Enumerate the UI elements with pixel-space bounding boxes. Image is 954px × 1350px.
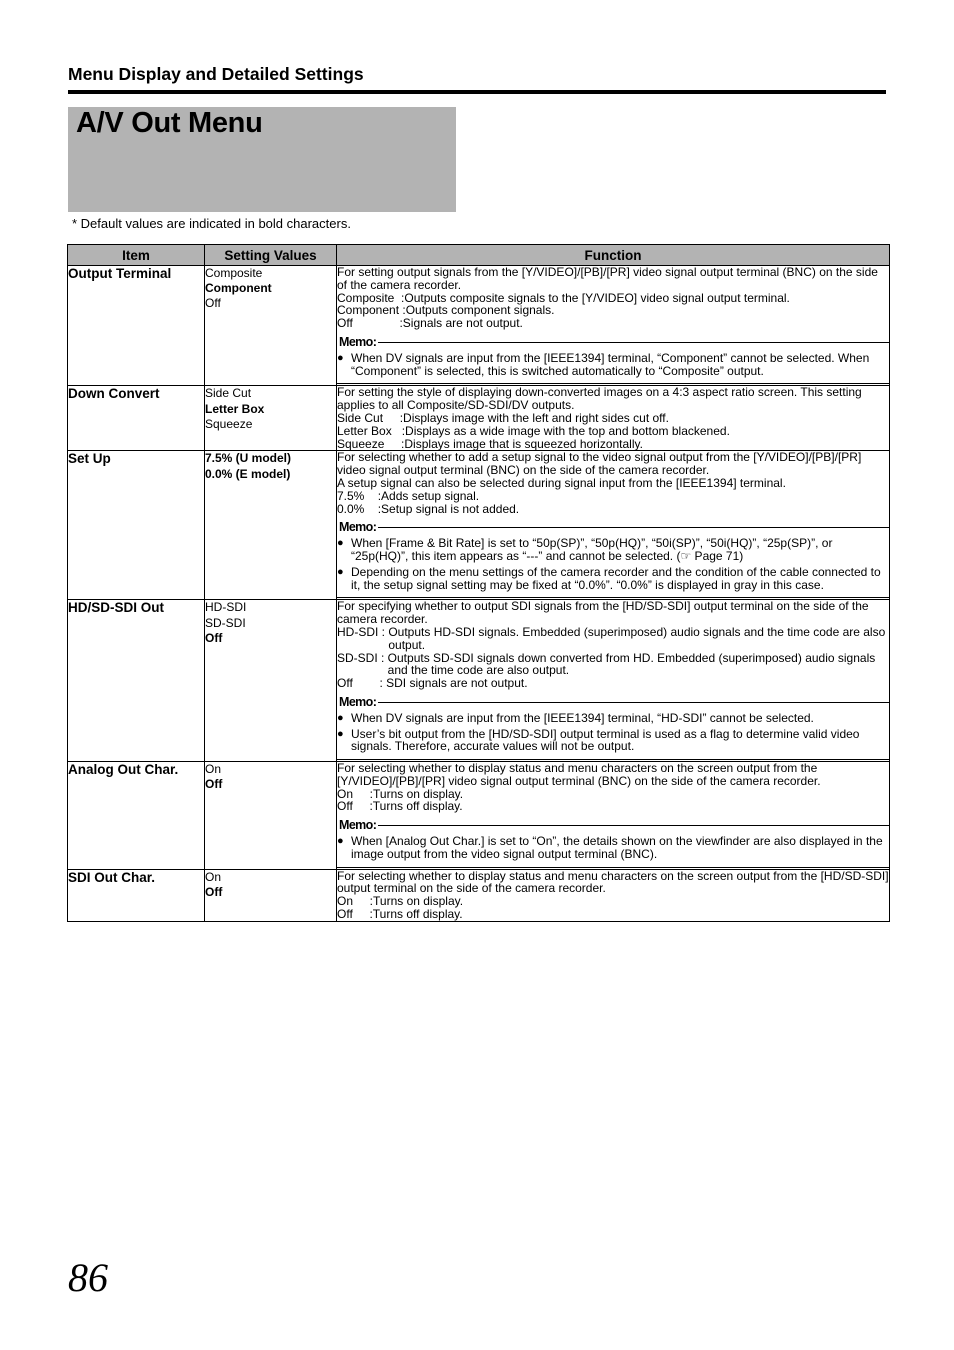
item-name: Set Up — [68, 451, 205, 600]
option-text: Turns off display. — [372, 799, 463, 814]
option-key: 7.5% : — [337, 488, 382, 503]
bullet-icon: ● — [337, 727, 344, 740]
option-key: HD-SDI : — [337, 624, 389, 639]
item-name: Analog Out Char. — [68, 762, 205, 870]
option-text: Displays image that is squeezed horizontally. — [404, 436, 643, 451]
table-row — [68, 600, 890, 762]
setting-values — [205, 386, 337, 451]
memo-text: When [Analog Out Char.] is set to “On”, the details shown on the viewfinder are also displayed in the image output from the video signal output terminal (BNC). — [351, 834, 883, 861]
table-row — [68, 386, 890, 451]
page-number: 86 — [68, 1255, 108, 1300]
option-key: On : — [337, 894, 374, 909]
option-definition — [337, 503, 889, 516]
option-key: Off : — [337, 799, 373, 814]
option-text: Outputs HD-SDI signals. Embedded (superimposed) audio signals and the time code are also output. — [388, 624, 886, 652]
function-description — [337, 762, 890, 870]
setting-value: Composite — [205, 266, 263, 280]
memo-header — [337, 336, 889, 349]
setting-values — [205, 451, 337, 600]
option-key: Composite : — [337, 290, 405, 305]
page-title: A/V Out Menu — [76, 107, 263, 139]
memo-item — [337, 712, 889, 725]
av-out-menu-table — [67, 244, 890, 922]
setting-value: HD-SDI — [205, 600, 247, 615]
function-description — [337, 386, 890, 451]
table-header-row — [68, 245, 890, 266]
memo-end-rule — [337, 759, 889, 760]
item-name: Down Convert — [68, 386, 205, 451]
bullet-icon: ● — [337, 351, 344, 364]
option-text: Displays as a wide image with the top and bottom blackened. — [405, 423, 730, 438]
memo-block — [337, 696, 889, 760]
setting-values — [205, 762, 337, 870]
setting-value: Squeeze — [205, 416, 253, 431]
setting-value: Off — [205, 630, 223, 645]
setting-value: Off — [205, 296, 221, 311]
memo-rule — [378, 342, 889, 343]
setting-value: On — [205, 762, 222, 777]
option-key: 0.0% : — [337, 501, 382, 516]
option-text: Displays image with the left and right sides cut off. — [403, 410, 669, 425]
option-key: Squeeze : — [337, 436, 405, 451]
memo-text: When [Frame & Bit Rate] is set to “50p(SP)”, “50p(HQ)”, “50i(SP)”, “50i(HQ)”, “25p(SP)”, or “25p(HQ)”, this item appears as “---” and cannot be selected. (☞ Page 71) — [351, 536, 833, 563]
option-text: Adds setup signal. — [381, 488, 480, 503]
table-row — [68, 266, 890, 386]
table-body — [68, 266, 890, 922]
option-text: Turns on display. — [373, 894, 464, 909]
setting-value: On — [205, 869, 222, 884]
memo-label: Memo: — [339, 520, 377, 535]
memo-label: Memo: — [339, 334, 377, 349]
option-definition — [337, 677, 889, 690]
memo-text: When DV signals are input from the [IEEE1394] terminal, “Component” cannot be selected. When “Component” is selected, this is switched automatically to “Composite” output. — [351, 350, 870, 378]
memo-label: Memo: — [339, 694, 377, 709]
header-setting-values: Setting Values — [205, 245, 337, 266]
setting-value: 0.0% (E model) — [205, 466, 291, 481]
description-text: For selecting whether to display status and menu characters on the screen output from the [HD/SD-SDI] output terminal on the side of the camera recorder. — [337, 868, 889, 896]
memo-item — [337, 537, 889, 563]
option-definition — [337, 800, 889, 813]
memo-item — [337, 728, 889, 754]
section-header: Menu Display and Detailed Settings — [68, 64, 364, 84]
setting-value: 7.5% (U model) — [205, 451, 292, 466]
option-key: On : — [337, 786, 374, 801]
header-item: Item — [68, 245, 205, 266]
memo-end-rule — [337, 597, 889, 598]
memo-text: User’s bit output from the [HD/SD-SDI] output terminal is used as a flag to determine valid video signals. Therefore, accurate values will not be output. — [351, 726, 860, 754]
setting-values — [205, 266, 337, 386]
memo-header — [337, 696, 889, 709]
description-text: A setup signal can also be selected during signal input from the [IEEE1394] terminal. — [337, 475, 786, 490]
setting-value: Letter Box — [205, 401, 265, 416]
bullet-icon: ● — [337, 711, 344, 724]
setting-value: Off — [205, 777, 223, 792]
description-text: For setting output signals from the [Y/VIDEO]/[PB]/[PR] video signal output terminal (BNC) on the side of the camera recorder. — [337, 265, 878, 292]
description-text: For setting the style of displaying down-converted images on a 4:3 aspect ratio screen. This setting applies to all Composite/SD-SDI/DV outputs. — [337, 385, 862, 413]
option-key: SD-SDI : — [337, 650, 388, 665]
option-definition — [337, 425, 889, 438]
option-text: Signals are not output. — [402, 316, 523, 331]
memo-text: Depending on the menu settings of the camera recorder and the condition of the cable connected to it, the setup signal setting may be fixed at “0.0%”. “0.0%” is displayed in gray in this case. — [351, 564, 881, 592]
table-row — [68, 869, 890, 921]
item-name: SDI Out Char. — [68, 869, 205, 921]
option-key: Component : — [337, 303, 406, 318]
option-text: Outputs composite signals to the [Y/VIDEO] video signal output terminal. — [404, 290, 790, 305]
option-text: Setup signal is not added. — [381, 501, 520, 516]
memo-block — [337, 521, 889, 598]
memo-rule — [378, 825, 889, 826]
memo-text: When DV signals are input from the [IEEE1394] terminal, “HD-SDI” cannot be selected. — [351, 710, 814, 725]
option-definition — [337, 412, 889, 425]
option-definition — [337, 652, 889, 678]
option-key: Letter Box : — [337, 423, 406, 438]
option-text: SDI signals are not output. — [386, 676, 528, 691]
description-text: For specifying whether to output SDI signals from the [HD/SD-SDI] output terminal on the side of the camera recorder. — [337, 599, 869, 627]
description-text: For selecting whether to display status and menu characters on the screen output from the [Y/VIDEO]/[PB]/[PR] video signal output terminal (BNC) on the side of the camera recorder. — [337, 761, 821, 788]
option-key: Side Cut : — [337, 410, 404, 425]
setting-value: Component — [205, 281, 272, 296]
option-text: Turns on display. — [373, 786, 464, 801]
memo-item — [337, 835, 889, 861]
setting-values — [205, 600, 337, 762]
default-values-note: * Default values are indicated in bold characters. — [72, 216, 351, 231]
memo-rule — [378, 527, 889, 528]
memo-item — [337, 352, 889, 378]
option-definition — [337, 317, 889, 330]
option-text: Turns off display. — [372, 907, 463, 922]
option-key: Off : — [337, 907, 373, 922]
bullet-icon: ● — [337, 565, 344, 578]
option-text: Outputs SD-SDI signals down converted from HD. Embedded (superimposed) audio signals and the time code are also output. — [387, 650, 876, 678]
memo-header — [337, 521, 889, 534]
setting-value: Side Cut — [205, 386, 252, 401]
memo-label: Memo: — [339, 818, 377, 833]
item-name: Output Terminal — [68, 266, 205, 386]
section-divider — [68, 90, 886, 94]
setting-value: SD-SDI — [205, 615, 246, 630]
table-row — [68, 451, 890, 600]
option-definition — [337, 490, 889, 503]
bullet-icon: ● — [337, 835, 344, 848]
item-name: HD/SD-SDI Out — [68, 600, 205, 762]
function-description — [337, 869, 890, 921]
memo-block — [337, 336, 889, 384]
setting-value: Off — [205, 884, 223, 899]
description-text: For selecting whether to add a setup signal to the video signal output from the [Y/VIDEO]/[PB]/[PR] video signal output terminal (BNC) on the side of the camera recorder. — [337, 450, 862, 478]
memo-block — [337, 819, 889, 867]
function-description — [337, 266, 890, 386]
function-description — [337, 600, 890, 762]
option-definition — [337, 908, 889, 921]
option-text: Outputs component signals. — [405, 303, 555, 318]
memo-item — [337, 566, 889, 592]
option-definition — [337, 626, 889, 652]
function-description — [337, 451, 890, 600]
memo-header — [337, 819, 889, 832]
memo-end-rule — [337, 867, 889, 868]
option-key: Off : — [337, 676, 387, 691]
setting-values — [205, 869, 337, 921]
title-banner — [68, 107, 456, 212]
table-row — [68, 762, 890, 870]
bullet-icon: ● — [337, 537, 344, 550]
header-function: Function — [337, 245, 890, 266]
memo-rule — [378, 702, 889, 703]
memo-end-rule — [337, 383, 889, 384]
option-key: Off : — [337, 316, 403, 331]
option-definition — [337, 438, 889, 451]
